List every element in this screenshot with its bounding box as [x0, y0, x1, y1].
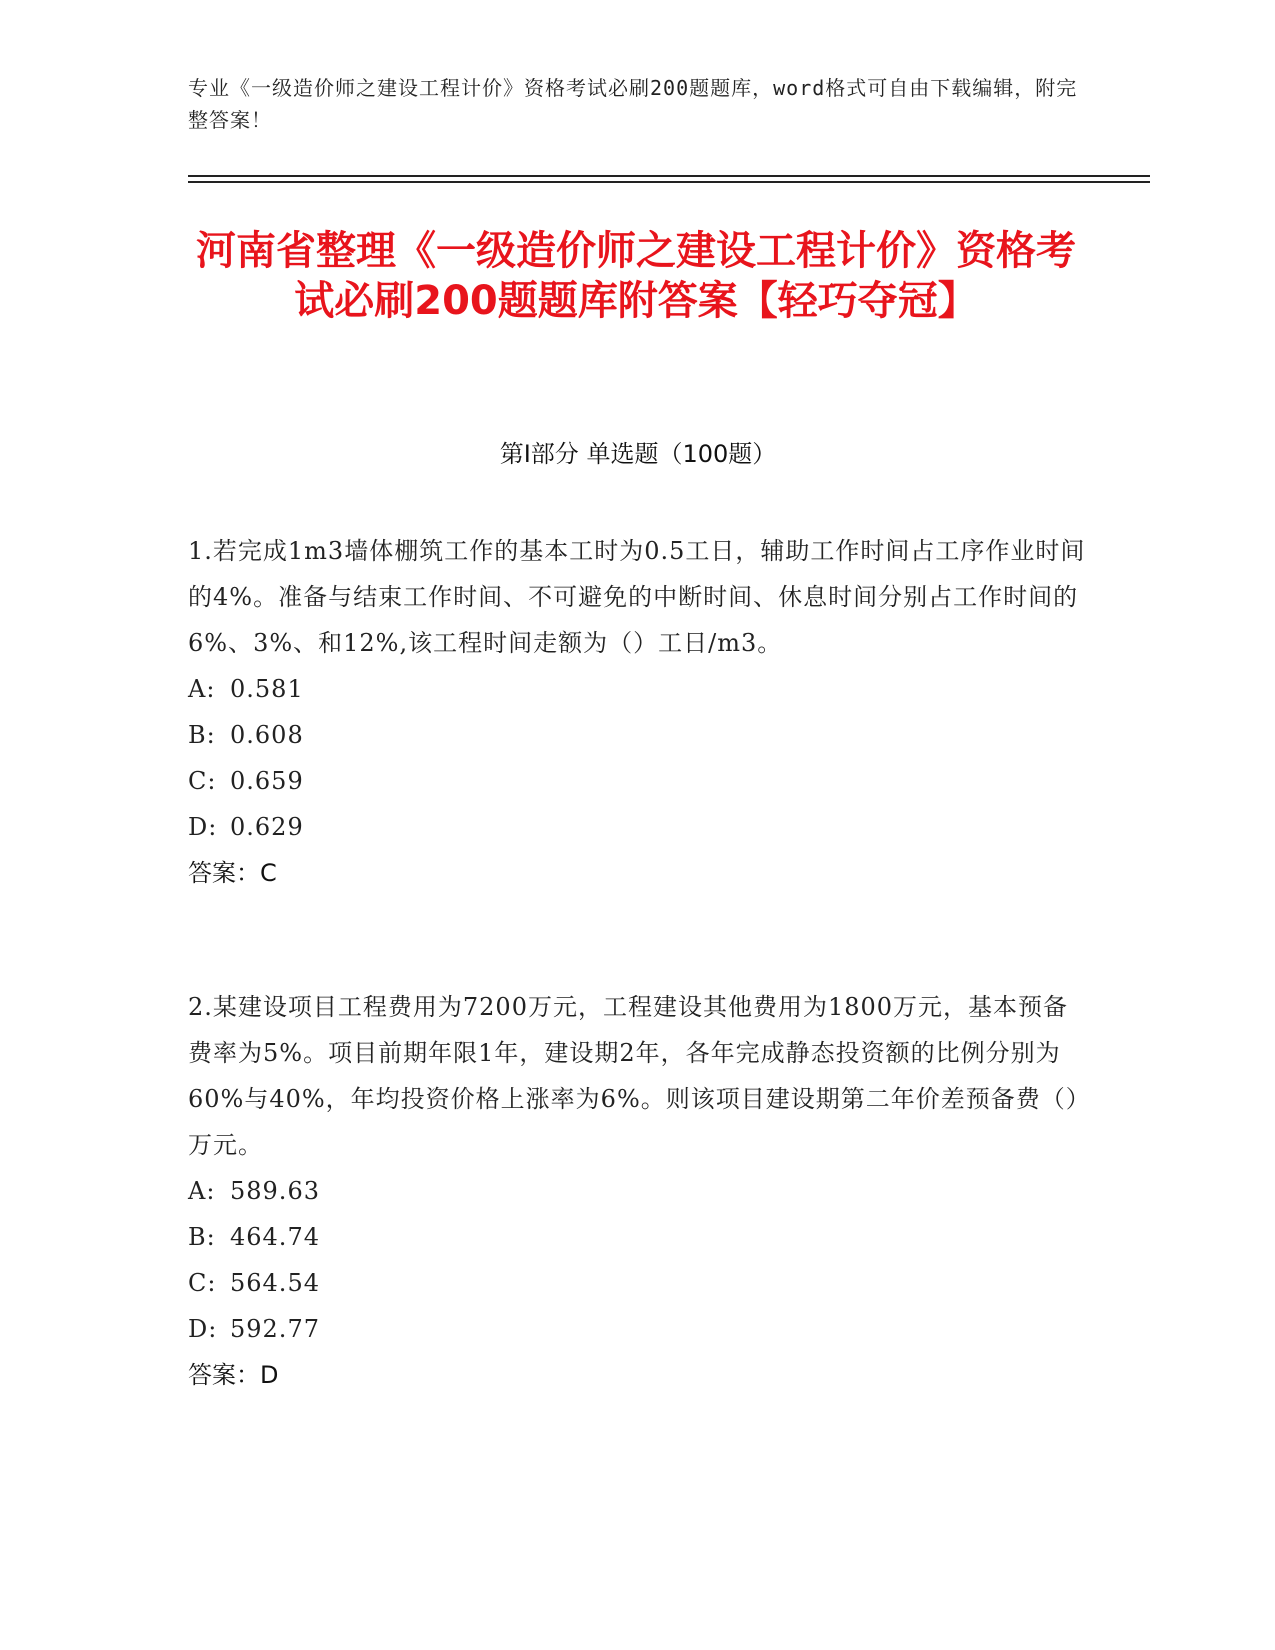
option-b [188, 1214, 1088, 1260]
option-value: 0.659 [230, 767, 304, 795]
option-key: A: [188, 675, 216, 703]
option-value: 564.54 [230, 1269, 320, 1297]
header-note: 专业《一级造价师之建设工程计价》资格考试必刷200题题库，word格式可自由下载编辑，附完整答案！ [188, 76, 1078, 132]
option-value: 464.74 [230, 1223, 320, 1251]
option-key: C: [188, 1269, 217, 1297]
document-title: 河南省整理《一级造价师之建设工程计价》资格考试必刷200题题库附答案【轻巧夺冠】 [196, 228, 1076, 324]
question-stem: 2.某建设项目工程费用为7200万元，工程建设其他费用为1800万元，基本预备费率为5%。项目前期年限1年，建设期2年，各年完成静态投资额的比例分别为60%与40%，年均投资价格上涨率为6%。则该项目建设期第二年价差预备费（）万元。 [188, 993, 1079, 1159]
option-d [188, 1306, 1088, 1352]
option-key: D: [188, 813, 218, 841]
option-value: 0.608 [230, 721, 304, 749]
option-key: C: [188, 767, 217, 795]
option-c [188, 758, 1088, 804]
option-key: D: [188, 1315, 218, 1343]
answer-line: 答案：D [188, 1361, 279, 1389]
question-block [188, 528, 1088, 896]
question-stem: 1.若完成1m3墙体棚筑工作的基本工时为0.5工日，辅助工作时间占工序作业时间的4%。准备与结束工作时间、不可避免的中断时间、休息时间分别占工作时间的6%、3%、和12%,该工程时间走额为（）工日/m3。 [188, 537, 1086, 657]
question-block [188, 984, 1088, 1398]
option-d [188, 804, 1088, 850]
option-key: B: [188, 721, 216, 749]
header-divider-top [188, 175, 1150, 177]
option-value: 0.629 [230, 813, 304, 841]
option-value: 589.63 [230, 1177, 320, 1205]
section-title: 第I部分 单选题（100题） [499, 440, 777, 468]
option-value: 592.77 [230, 1315, 320, 1343]
option-key: A: [188, 1177, 216, 1205]
option-a [188, 666, 1088, 712]
answer-line: 答案：C [188, 859, 277, 887]
option-a [188, 1168, 1088, 1214]
option-key: B: [188, 1223, 216, 1251]
option-c [188, 1260, 1088, 1306]
option-b [188, 712, 1088, 758]
header-divider-bottom [188, 181, 1150, 183]
option-value: 0.581 [230, 675, 304, 703]
